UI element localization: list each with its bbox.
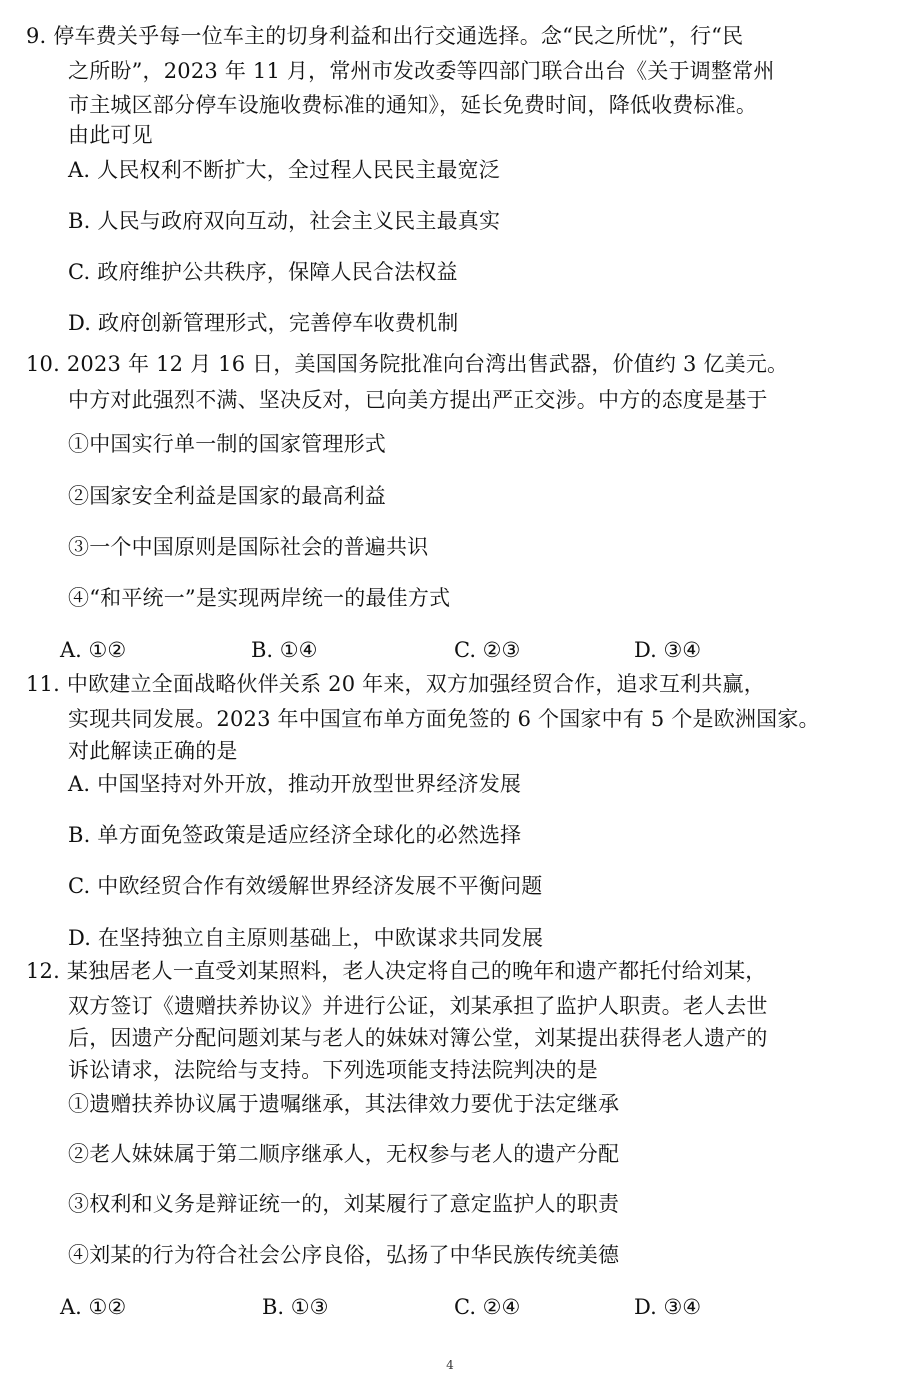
question-10-choice-b: B. ①④ (251, 638, 318, 662)
question-9-stem-line-4: 由此可见 (68, 123, 153, 147)
question-9-option-c: C. 政府维护公共秩序，保障人民合法权益 (68, 260, 458, 284)
question-12-statement-1: ①遗赠扶养协议属于遗嘱继承，其法律效力要优于法定继承 (68, 1092, 620, 1116)
question-11-option-b: B. 单方面免签政策是适应经济全球化的必然选择 (68, 823, 522, 847)
question-10-statement-1: ①中国实行单一制的国家管理形式 (68, 432, 386, 456)
question-10-choice-c: C. ②③ (454, 638, 521, 662)
question-12-statement-3: ③权利和义务是辩证统一的，刘某履行了意定监护人的职责 (68, 1192, 620, 1216)
question-11-stem-line-3: 对此解读正确的是 (68, 739, 238, 763)
question-9-stem-line-3: 市主城区部分停车设施收费标准的通知》，延长免费时间，降低收费标准。 (68, 93, 758, 117)
question-12-choice-a: A. ①② (60, 1295, 127, 1319)
question-11-option-a: A. 中国坚持对外开放，推动开放型世界经济发展 (68, 772, 522, 796)
question-9-option-b: B. 人民与政府双向互动，社会主义民主最真实 (68, 209, 501, 233)
question-10-statement-3: ③一个中国原则是国际社会的普遍共识 (68, 535, 429, 559)
question-11-stem-line-2: 实现共同发展。2023 年中国宣布单方面免签的 6 个国家中有 5 个是欧洲国家。 (68, 707, 820, 731)
question-12-stem-line-2: 双方签订《遗赠扶养协议》并进行公证，刘某承担了监护人职责。老人去世 (68, 994, 768, 1018)
question-12-stem-line-1: 12. 某独居老人一直受刘某照料，老人决定将自己的晚年和遗产都托付给刘某， (26, 959, 767, 983)
question-9-option-a: A. 人民权利不断扩大，全过程人民民主最宽泛 (68, 158, 500, 182)
question-9-stem-line-1: 9. 停车费关乎每一位车主的切身利益和出行交通选择。念“民之所忧”，行“民 (26, 24, 744, 48)
question-11-option-c: C. 中欧经贸合作有效缓解世界经济发展不平衡问题 (68, 874, 543, 898)
question-12-statement-4: ④刘某的行为符合社会公序良俗，弘扬了中华民族传统美德 (68, 1243, 620, 1267)
question-10-statement-4: ④“和平统一”是实现两岸统一的最佳方式 (68, 586, 451, 610)
question-12-choice-d: D. ③④ (634, 1295, 702, 1319)
question-11-option-d: D. 在坚持独立自主原则基础上，中欧谋求共同发展 (68, 926, 544, 950)
question-10-choice-d: D. ③④ (634, 638, 702, 662)
question-12-stem-line-3: 后，因遗产分配问题刘某与老人的妹妹对簿公堂，刘某提出获得老人遗产的 (68, 1026, 768, 1050)
question-10-choice-a: A. ①② (60, 638, 127, 662)
question-10-statement-2: ②国家安全利益是国家的最高利益 (68, 484, 386, 508)
question-10-stem-line-2: 中方对此强烈不满、坚决反对，已向美方提出严正交涉。中方的态度是基于 (68, 388, 768, 412)
page-number: 4 (446, 1358, 454, 1372)
question-11-stem-line-1: 11. 中欧建立全面战略伙伴关系 20 年来，双方加强经贸合作，追求互利共赢， (26, 672, 765, 696)
question-9-option-d: D. 政府创新管理形式，完善停车收费机制 (68, 311, 459, 335)
question-12-stem-line-4: 诉讼请求，法院给与支持。下列选项能支持法院判决的是 (68, 1058, 598, 1082)
question-9-stem-line-2: 之所盼”，2023 年 11 月，常州市发改委等四部门联合出台《关于调整常州 (68, 59, 775, 83)
question-12-choice-c: C. ②④ (454, 1295, 521, 1319)
question-10-stem-line-1: 10. 2023 年 12 月 16 日，美国国务院批准向台湾出售武器，价值约 3 亿美元。 (26, 352, 789, 376)
question-12-choice-b: B. ①③ (262, 1295, 329, 1319)
question-12-statement-2: ②老人妹妹属于第二顺序继承人，无权参与老人的遗产分配 (68, 1142, 620, 1166)
